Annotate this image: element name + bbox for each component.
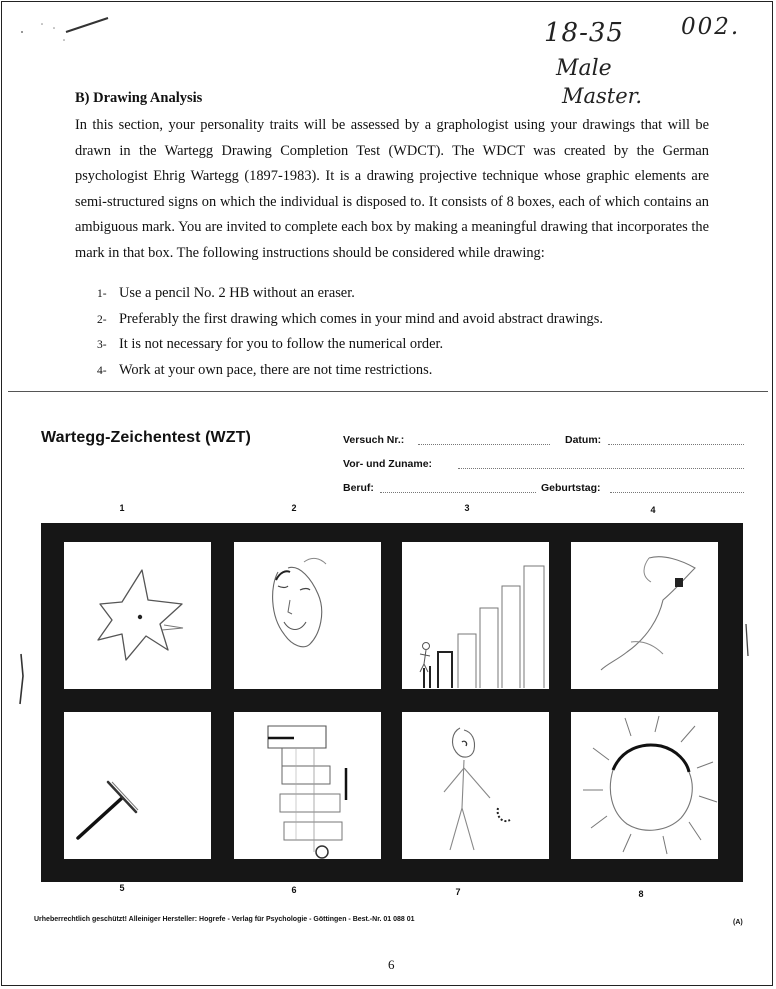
list-text: Use a pencil No. 2 HB without an eraser. [119,285,355,301]
star-drawing [64,542,211,689]
intro-line: In this section, your personality traits will be assessed by a graphologist using your drawings that will be [75,117,709,133]
drawing-box-3[interactable] [402,542,549,689]
beruf-label: Beruf: [343,482,374,494]
box-number-5: 5 [119,883,125,893]
page-number: 6 [388,957,395,972]
list-item [97,332,603,358]
tower-drawing [234,712,381,859]
box-number-7: 7 [455,887,461,897]
handwritten-gender: Male [556,56,612,81]
instructions-list [97,281,603,383]
versuch-field[interactable] [418,444,550,445]
geburtstag-field[interactable] [610,492,744,493]
wartegg-board [41,523,743,882]
section-divider [8,391,768,392]
name-field[interactable] [458,468,744,469]
box-number-1: 1 [119,503,125,513]
geburtstag-label: Geburtstag: [541,482,601,494]
intro-line: the mark in that box. The following instructions should be considered while drawing: [75,219,709,261]
section-title: B) Drawing Analysis [75,90,203,106]
person-drawing [402,712,549,859]
datum-field[interactable] [608,444,744,445]
scan-mark-right [742,622,752,662]
list-number: 2- [97,313,107,326]
drawing-box-4[interactable] [571,542,718,689]
datum-label: Datum: [565,434,602,446]
intro-line: psychologist Ehrig Wartegg (1897-1983). It is a drawing projective technique whose graphic elements are [75,168,709,185]
drawing-box-8[interactable] [571,712,718,859]
versuch-label: Versuch Nr.: [343,434,405,446]
list-item [97,358,603,384]
box-number-6: 6 [291,885,297,895]
intro-line: semi-structured signs on which the individual is disposed to. It consists of 8 boxes, each of which contains [75,193,696,210]
intro-paragraph [75,113,709,267]
sun-drawing [571,712,718,859]
bird-head-drawing [571,542,718,689]
drawing-box-1[interactable] [64,542,211,689]
form-title: Wartegg-Zeichentest (WZT) [41,429,251,446]
drawing-box-2[interactable] [234,542,381,689]
box-number-4: 4 [650,505,656,515]
intro-line: drawn in the Wartegg Drawing Completion Test (WDCT). The WDCT was created by the German [75,142,709,159]
bar-graph-drawing [402,542,549,689]
name-label: Vor- und Zuname: [343,458,433,470]
face-drawing [234,542,381,689]
list-number: 4- [97,364,107,377]
list-text: It is not necessary for you to follow the numerical order. [119,336,444,352]
scan-mark-left [14,652,28,712]
beruf-field[interactable] [380,492,536,493]
drawing-box-6[interactable] [234,712,381,859]
box-number-3: 3 [464,503,470,513]
list-item [97,281,603,307]
footer-code: (A) [733,919,743,926]
drawing-box-7[interactable] [402,712,549,859]
hammer-drawing [64,712,211,859]
drawing-box-5[interactable] [64,712,211,859]
list-item [97,307,603,333]
footer-copyright: Urheberrechtlich geschützt! Alleiniger Hersteller: Hogrefe - Verlag für Psychologie - Göttingen - Best.-Nr. 01 088 01 [34,916,415,923]
list-number: 1- [97,288,107,300]
box-number-2: 2 [291,503,297,513]
scan-mark-top [14,10,114,46]
handwritten-education: Master. [562,84,643,108]
handwritten-age-range: 18-35 [544,18,624,48]
handwritten-participant-id: 002. [681,14,741,40]
list-text: Work at your own pace, there are not time restrictions. [119,361,433,378]
box-number-8: 8 [638,889,644,899]
list-text: Preferably the first drawing which comes in your mind and avoid abstract drawings. [119,310,603,327]
list-number: 3- [97,339,107,351]
intro-line: an ambiguous mark. You are invited to complete each box by making a meaningful drawing that incorporates [75,193,709,236]
